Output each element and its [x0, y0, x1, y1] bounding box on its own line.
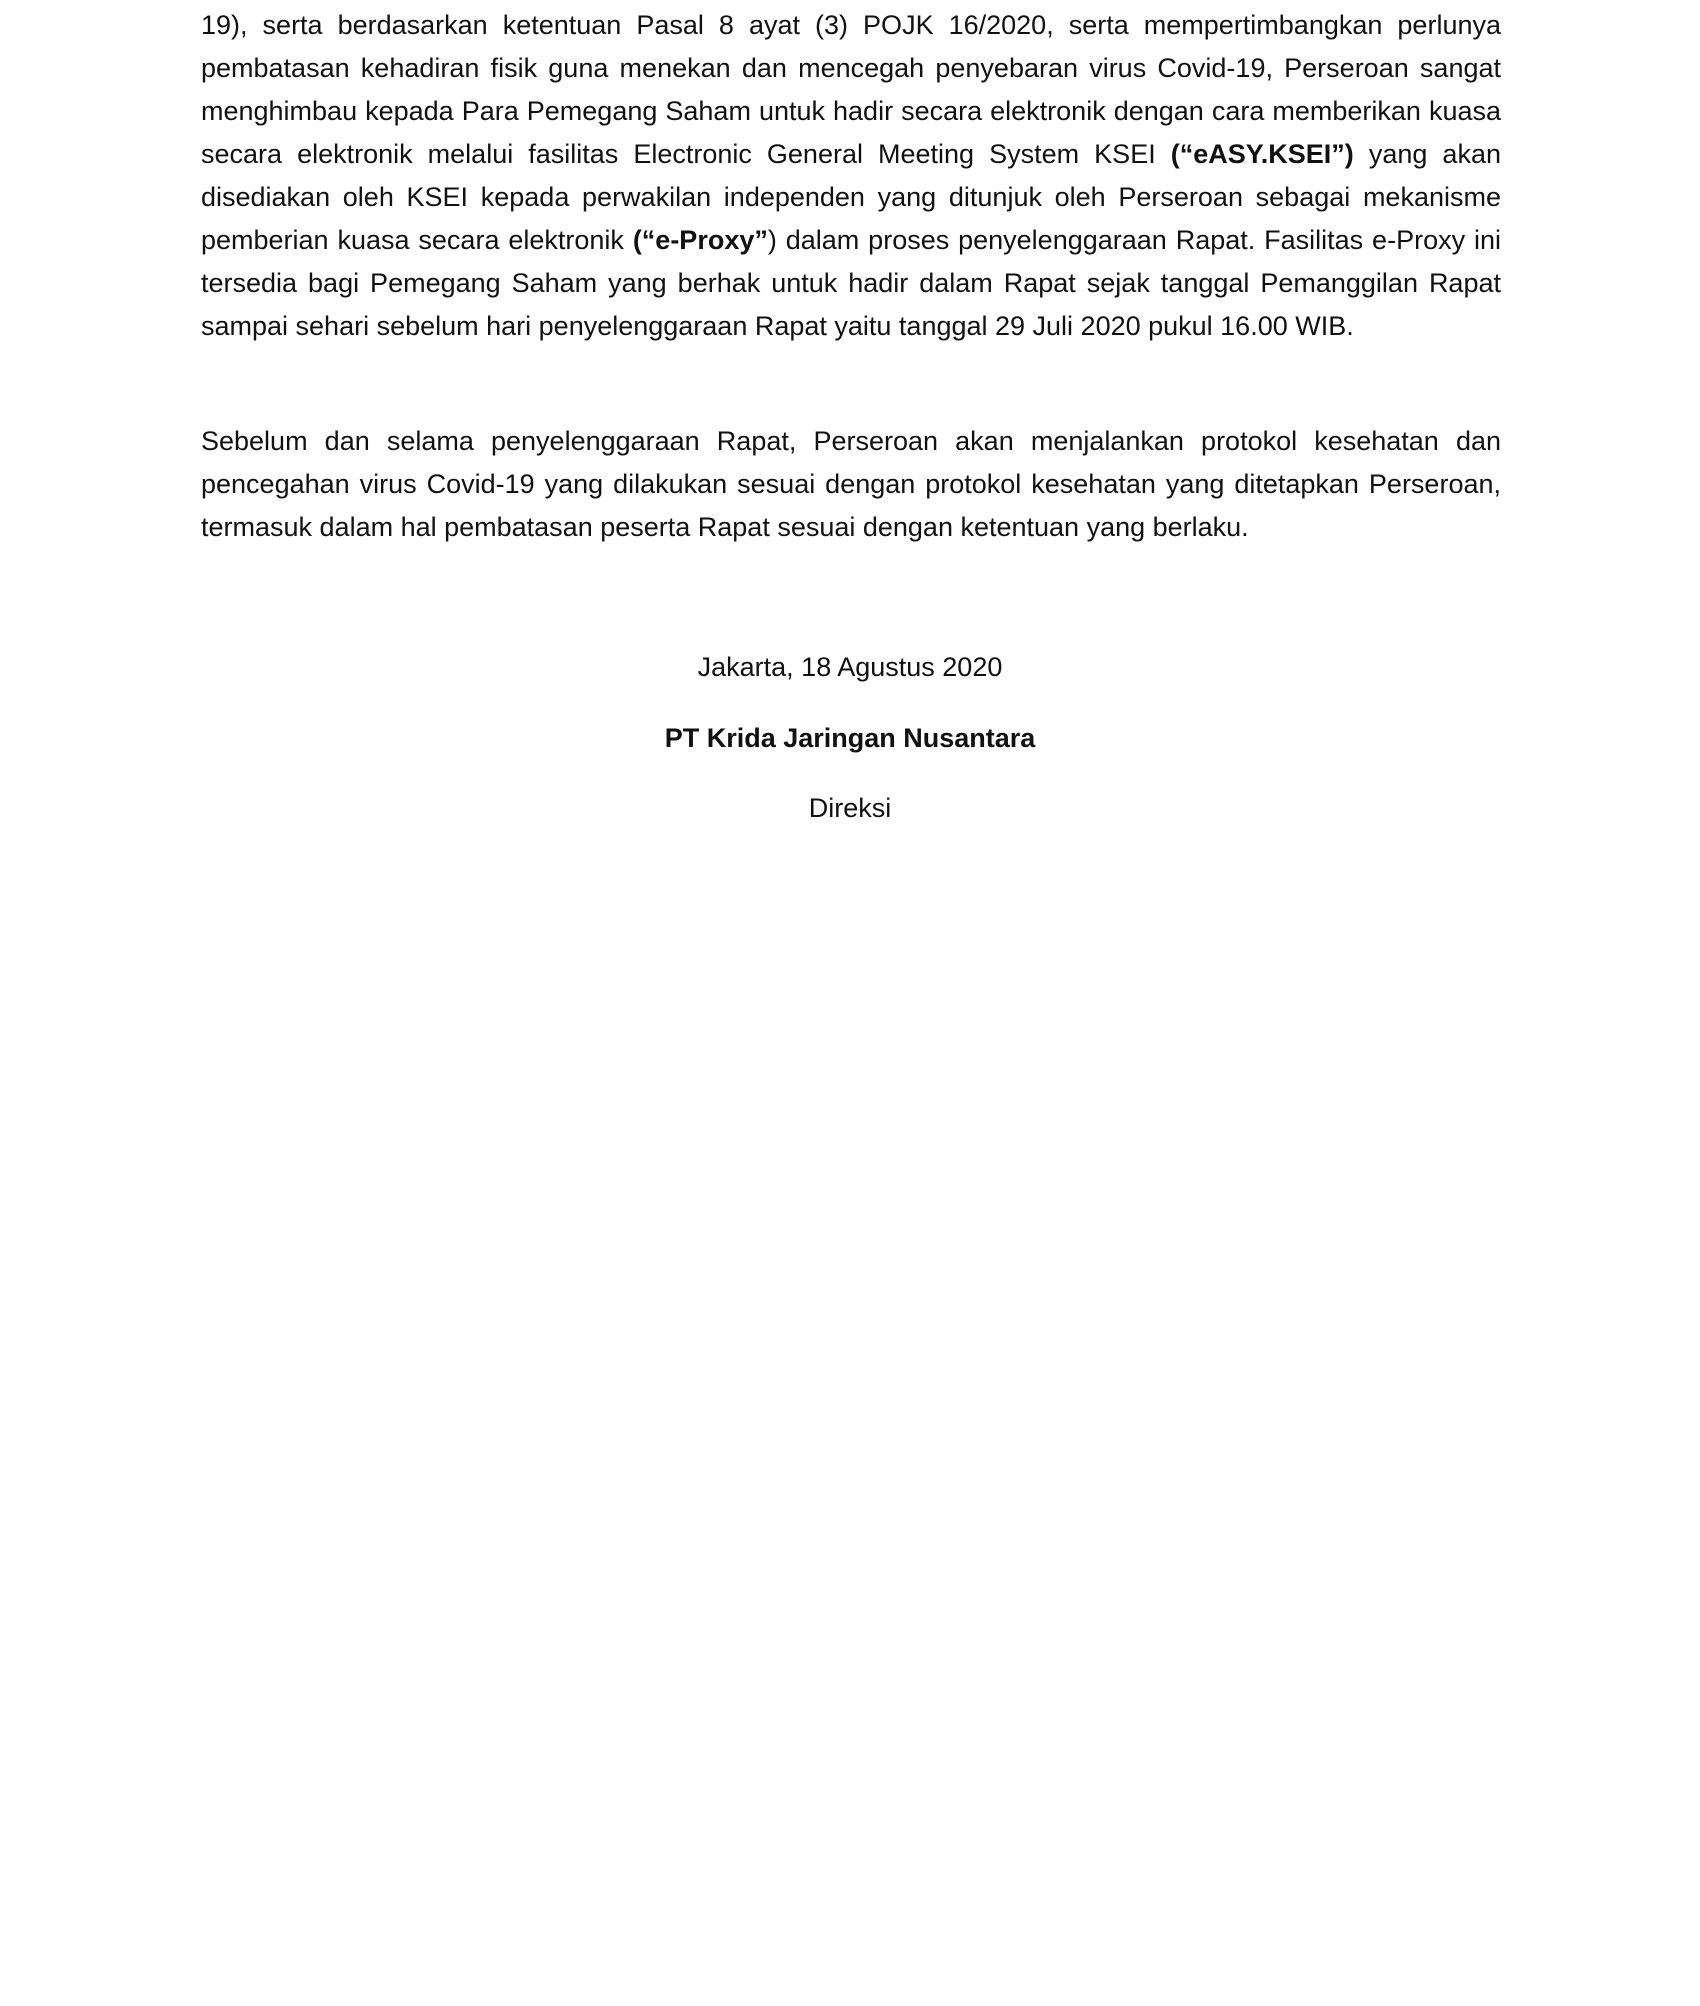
- paragraph-e-proxy: [201, 4, 1501, 348]
- signature-company-name: PT Krida Jaringan Nusantara: [664, 723, 1036, 753]
- paragraph-2-text: Sebelum dan selama penyelenggaraan Rapat, Perseroan akan menjalankan protokol kesehatan dan pencegahan virus Covid-19 yang dilakukan sesuai dengan protokol kesehatan yang ditetapkan Perseroan, termasuk dalam hal pembatasan peserta Rapat sesuai dengan ketentuan yang berlaku.: [201, 426, 1501, 542]
- signature-role: Direksi: [808, 793, 892, 823]
- signature-place-date: Jakarta, 18 Agustus 2020: [697, 652, 1003, 682]
- paragraph-health-protocol: [201, 420, 1501, 549]
- easy-ksei-term: (“eASY.KSEI”): [1170, 139, 1354, 169]
- e-proxy-term: (“e-Proxy”: [632, 225, 768, 255]
- paragraph-1-segment-1: 19), serta berdasarkan ketentuan Pasal 8 ayat (3) POJK 16/2020, serta mempertimbangkan perlunya pembatasan kehadiran fisik guna menekan dan mencegah penyebaran virus Covid-19, Perseroan sangat menghimbau kepada Para Pemegang Saham untuk hadir secara elektronik dengan cara memberikan kuasa secara elektronik melalui fasilitas Electronic General Meeting System KSEI: [201, 10, 1501, 169]
- paragraph-1-segment-3: yang akan disediakan oleh KSEI kepada perwakilan independen yang ditunjuk oleh Perseroan sebagai mekanisme pemberian kuasa secara elektronik: [201, 139, 1501, 255]
- paragraph-1-segment-5: ) dalam proses penyelenggaraan Rapat. Fasilitas e-Proxy ini tersedia bagi Pemegang Saham yang berhak untuk hadir dalam Rapat sejak tanggal Pemanggilan Rapat sampai sehari sebelum hari penyelenggaraan Rapat yaitu tanggal 29 Juli 2020 pukul 16.00 WIB.: [201, 225, 1501, 341]
